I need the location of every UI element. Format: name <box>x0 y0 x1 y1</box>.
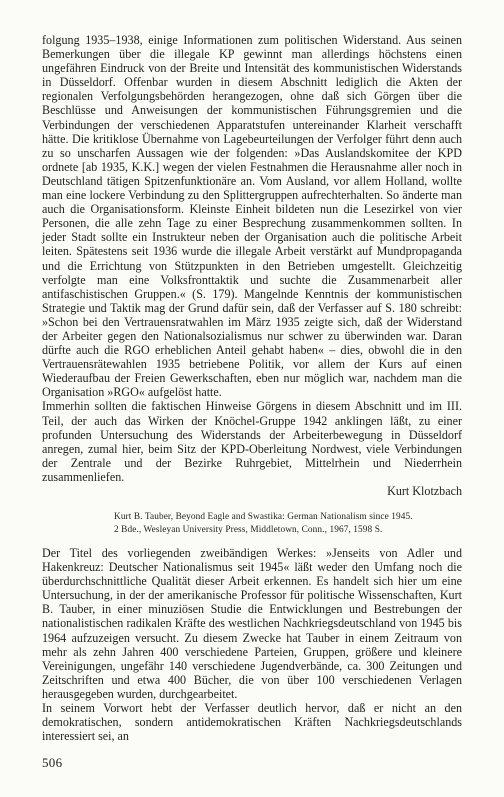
body-paragraph: Der Titel des vorliegenden zweibändigen Werkes: »Jenseits von Adler und Hakenkreuz: Deutscher Nationalismus seit 1945« läßt weder den Umfang noch die überdurchschnittliche Qualität dieser Arbeit erkennen. Es handelt sich hier um eine Untersuchung, in der der amerikanische Professor für politische Wissenschaften, Kurt B. Tauber, in einer minuziösen Studie die Entwicklungen und Bestrebungen der nationalistischen radikalen Kräfte des westlichen Nachkriegsdeutschland von 1945 bis 1964 aufzuzeigen versucht. Zu diesem Zwecke hat Tauber in einem Zeitraum von mehr als zehn Jahren 400 verschiedene Parteien, Gruppen, größere und kleinere Vereinigungen, ungefähr 140 verschiedene Jugendverbände, ca. 300 Zeitungen und Zeitschriften und etwa 400 Bücher, die von über 100 verschiedenen Verlagen herausgegeben wurden, durchgearbeitet. <box>42 546 462 701</box>
page-number: 506 <box>42 755 63 770</box>
review-author-signature: Kurt Klotzbach <box>387 484 462 498</box>
bibliography-line: Kurt B. Tauber, Beyond Eagle and Swastika: German Nationalism since 1945. <box>114 512 413 522</box>
book-bibliography <box>114 511 462 537</box>
body-paragraph: Immerhin sollten die faktischen Hinweise Görgens in diesem Abschnitt und im III. Teil, der auch das Wirken der Knöchel-Gruppe 1942 anklingen läßt, zu einer profunden Untersuchung des Widerstands der Arbeiterbewegung in Düsseldorf anregen, zumal hier, beim Sitz der KPD-Oberleitung Nordwest, viele Verbindungen der Zentrale und der Bezirke Ruhrgebiet, Mittelrhein und Niederrhein zusammenliefen. <box>42 399 462 484</box>
bibliography-line: 2 Bde., Wesleyan University Press, Middletown, Conn., 1967, 1598 S. <box>114 525 383 535</box>
review-body <box>42 546 462 743</box>
body-paragraph: In seinem Vorwort hebt der Verfasser deutlich hervor, daß er nicht an den demokratischen, sondern antidemokratischen Kräften Nachkriegsdeutschlands interessiert sei, an <box>42 701 462 744</box>
body-paragraph: folgung 1935–1938, einige Informationen zum politischen Widerstand. Aus seinen Bemerkungen über die illegale KP gewinnt man allerdings höchstens einen ungefähren Eindruck von der Breite und Intensität des kommunistischen Widerstands in Düsseldorf. Offenbar wurden in diesem Abschnitt lediglich die Akten der regionalen Verfolgungsbehörden herangezogen, ohne daß sich Görgen über die Beschlüsse und Anweisungen der kommunistischen Führungsgremien und die Verbindungen der verschiedenen Apparatstufen untereinander Klarheit verschafft hätte. Die kritiklose Übernahme von Lagebeurteilungen der Verfolger führt denn auch zu so unscharfen Aussagen wie der folgenden: »Das Auslandskomitee der KPD ordnete [ab 1935, K.K.] wegen der vielen Festnahmen die Herausnahme aller noch in Deutschland tätigen Spitzenfunktionäre an. Vom Ausland, vor allem Holland, wollte man eine lockere Verbindung zu den Splittergruppen aufrechterhalten. So änderte man auch die Organisationsform. Kleinste Einheit bildeten nun die Lesezirkel von vier Personen, die alle zehn Tage zu einer Besprechung zusammenkommen sollten. In jeder Stadt sollte ein Instrukteur neben der Organisation auch die politische Arbeit leiten. Spätestens seit 1936 wurde die illegale Arbeit verstärkt auf Mundpropaganda und die Errichtung von Stützpunkten in den Betrieben umgestellt. Gleichzeitig verfolgte man eine Volksfronttaktik und suchte die Zusammenarbeit aller antifaschistischen Gruppen.« (S. 179). Mangelnde Kenntnis der kommunistischen Strategie und Taktik mag der Grund dafür sein, daß der Verfasser auf S. 180 schreibt: »Schon bei den Vertrauensratwahlen im März 1935 zeigte sich, daß der Widerstand der Arbeiter gegen den Nationalsozialismus nur schwer zu überwinden war. Daran dürfte auch die RGO erheblichen Anteil gehabt haben« – dies, obwohl die in den Vertrauensrätewahlen 1935 betriebene Politik, vor allem der Kurs auf einen Wiederaufbau der Freien Gewerkschaften, eben nur möglich war, nachdem man die Organisation »RGO« aufgelöst hatte. <box>42 33 462 400</box>
review-continuation <box>42 33 462 498</box>
